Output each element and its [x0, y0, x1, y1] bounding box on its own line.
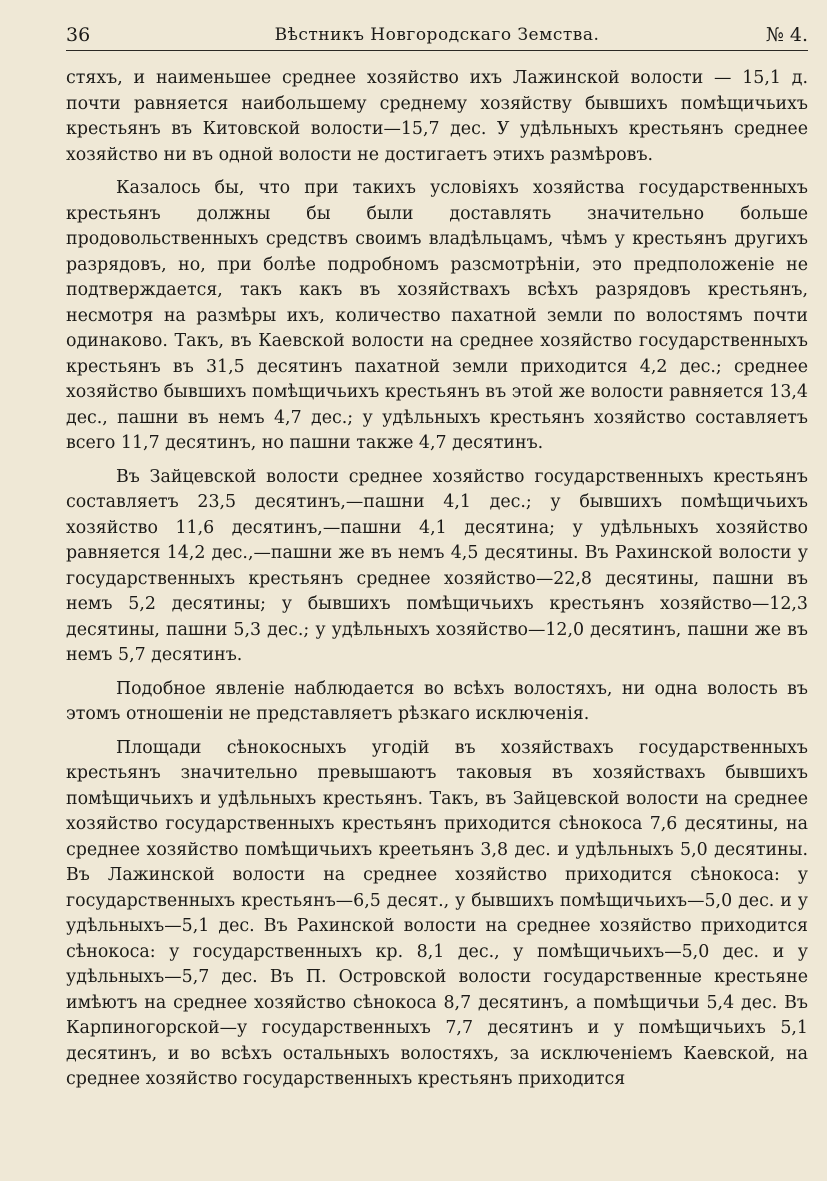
paragraph-2: Казалось бы, что при такихъ условiяхъ хозяйства государственныхъ крестьянъ должны бы были доставлять значительно больше продовольственныхъ средствъ своимъ владѣльцамъ, чѣмъ у крестьянъ другихъ разрядовъ, но, при болѣе подробномъ разсмотрѣнiи, это предположенiе не подтверждается, такъ какъ въ хозяйствахъ всѣхъ разрядовъ крестьянъ, несмотря на размѣры ихъ, количество пахатной земли по волостямъ почти одинаково. Такъ, въ Каевской волости на среднее хозяйство государственныхъ крестьянъ въ 31,5 десятинъ пахатной земли приходится 4,2 дес.; среднее хозяйство бывшихъ помѣщичьихъ крестьянъ въ этой же волости равняется 13,4 дес., пашни въ немъ 4,7 дес.; у удѣльныхъ крестьянъ хозяйство составляетъ всего 11,7 десятинъ, но пашни также 4,7 десятинъ.	[66, 178, 808, 453]
issue-number: № 4.	[765, 24, 808, 46]
paragraph-4: Подобное явленiе наблюдается во всѣхъ волостяхъ, ни одна волость въ этомъ отношенiи не представляетъ рѣзкаго исключенiя.	[66, 678, 808, 724]
paragraph-1: стяхъ, и наименьшее среднее хозяйство ихъ Лажинской волости — 15,1 д. почти равняется наибольшему среднему хозяйству бывшихъ помѣщичьихъ крестьянъ въ Китовской волости—15,7 дес. У удѣльныхъ крестьянъ среднее хозяйство ни въ одной волости не достигаетъ этихъ размѣровъ.	[66, 68, 808, 165]
paragraph-5: Площади сѣнокосныхъ угодiй въ хозяйствахъ государственныхъ крестьянъ значительно превышаютъ таковыя въ хозяйствахъ бывшихъ помѣщичьихъ и удѣльныхъ крестьянъ. Такъ, въ Зайцевской волости на среднее хозяйство государственныхъ крестьянъ приходится сѣнокоса 7,6 десятины, на среднее хозяйство помѣщичьихъ креетьянъ 3,8 дес. и удѣльныхъ 5,0 десятины. Въ Лажинской волости на среднее хозяйство приходится сѣнокоса: у государственныхъ крестьянъ—6,5 десят., у бывшихъ помѣщичьихъ—5,0 дес. и у удѣльныхъ—5,1 дес. Въ Рахинской волости на среднее хозяйство приходится сѣнокоса: у государственныхъ кр. 8,1 дес., у помѣщичьихъ—5,0 дес. и у удѣльныхъ—5,7 дес. Въ П. Островской волости государственные крестьяне имѣютъ на среднее хозяйство сѣнокоса 8,7 десятинъ, а помѣщичьи 5,4 дес. Въ Карпиногорской—у государственныхъ 7,7 десятинъ и у помѣщичьихъ 5,1 десятинъ, и во всѣхъ остальныхъ волостяхъ, за исключенiемъ Каевской, на среднее хозяйство государственныхъ крестьянъ приходится	[66, 737, 808, 1089]
paragraph-3: Въ Зайцевской волости среднее хозяйство государственныхъ крестьянъ составляетъ 23,5 десятинъ,—пашни 4,1 дес.; у бывшихъ помѣщичьихъ хозяйство 11,6 десятинъ,—пашни 4,1 десятина; у удѣльныхъ хозяйство равняется 14,2 дес.,—пашни же въ немъ 4,5 десятины. Въ Рахинской волости у государственныхъ крестьянъ среднее хозяйство—22,8 десятины, пашни въ немъ 5,2 десятины; у бывшихъ помѣщичьихъ крестьянъ хозяйство—12,3 десятины, пашни 5,3 дес.; у удѣльныхъ хозяйство—12,0 десятинъ, пашни же въ немъ 5,7 десятинъ.	[66, 466, 808, 665]
journal-title: Вѣстникъ Новгородскаго Земства.	[274, 25, 600, 45]
article-body	[66, 66, 808, 1101]
running-header	[66, 20, 808, 51]
page-number: 36	[66, 24, 91, 46]
